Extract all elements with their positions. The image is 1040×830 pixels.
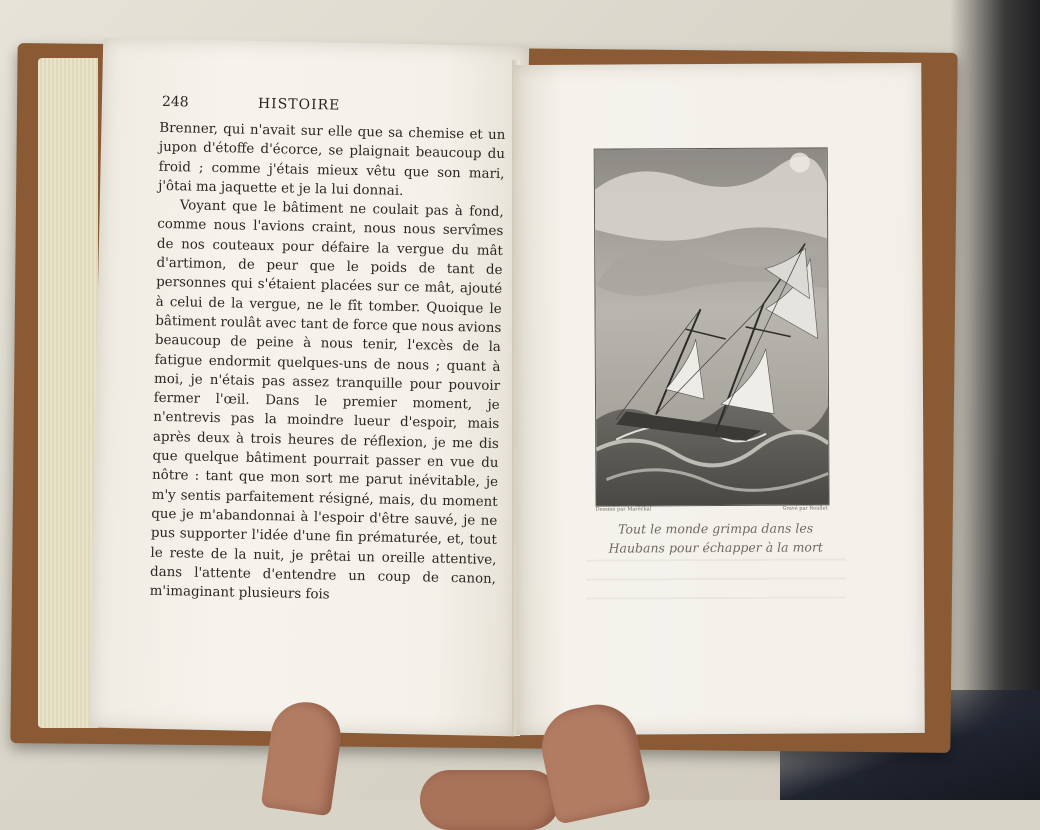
left-page xyxy=(89,38,529,737)
illustration-caption: Tout le monde grimpa dans les Haubans pour échapper à la mort xyxy=(608,520,823,556)
paragraph: Brenner, qui n'avait sur elle que sa chemise et un jupon d'étoffe d'écorce, se plaignait beaucoup du froid ; comme j'étais mieux vêtu que son mari, j'ôtai ma jaquette et je la lui donnai. xyxy=(158,120,506,199)
hand-palm xyxy=(420,770,560,830)
page-number: 248 xyxy=(161,93,189,111)
background-shadow xyxy=(950,0,1040,800)
right-page xyxy=(513,63,925,735)
body-text xyxy=(149,119,505,609)
credit-right: Gravé par Roullet xyxy=(782,505,828,512)
running-head: HISTOIRE xyxy=(257,95,341,114)
page-header xyxy=(162,94,492,123)
ship-engraving xyxy=(594,147,830,506)
paragraph: Voyant que le bâtiment ne coulait pas à fond, comme nous l'avions craint, nous nous servîmes de nos couteaux pour défaire la vergue du mât d'artimon, de peur que le poids de tant de personnes qui s'étaient placées sur ce mât, ajouté à celui de la vergue, ne le fît tomber. Quoique le bâtiment roulât avec tant de force que nous avions beaucoup de peine à nous tenir, l'excès de la fatigue endormit quelques-uns de nous ; quant à moi, je n'étais pas assez tranquille pour pouvoir fermer l'œil. Dans le premier moment, je n'entrevis pas la moindre lueur d'espoir, mais après deux à trois heures de réflexion, je me dis que quelque bâtiment pourrait passer en vue du nôtre : tant que mon sort me parut inévitable, je m'y sentis parfaitement résigné, mais, du moment que je m'abandonnai à l'espoir d'être sauvé, je ne pus supporter l'idée d'une fin prématurée, et, tout le reste de la nuit, je prêtai un oreille attentive, dans l'attente d'entendre un coup de canon, m'imaginant plusieurs fois xyxy=(149,198,504,603)
page-edges xyxy=(38,58,98,728)
engraving-credits xyxy=(596,505,828,516)
show-through-text xyxy=(586,558,846,599)
credit-left: Dessiné par Maréchal xyxy=(595,506,652,513)
ship-illustration xyxy=(595,148,829,505)
